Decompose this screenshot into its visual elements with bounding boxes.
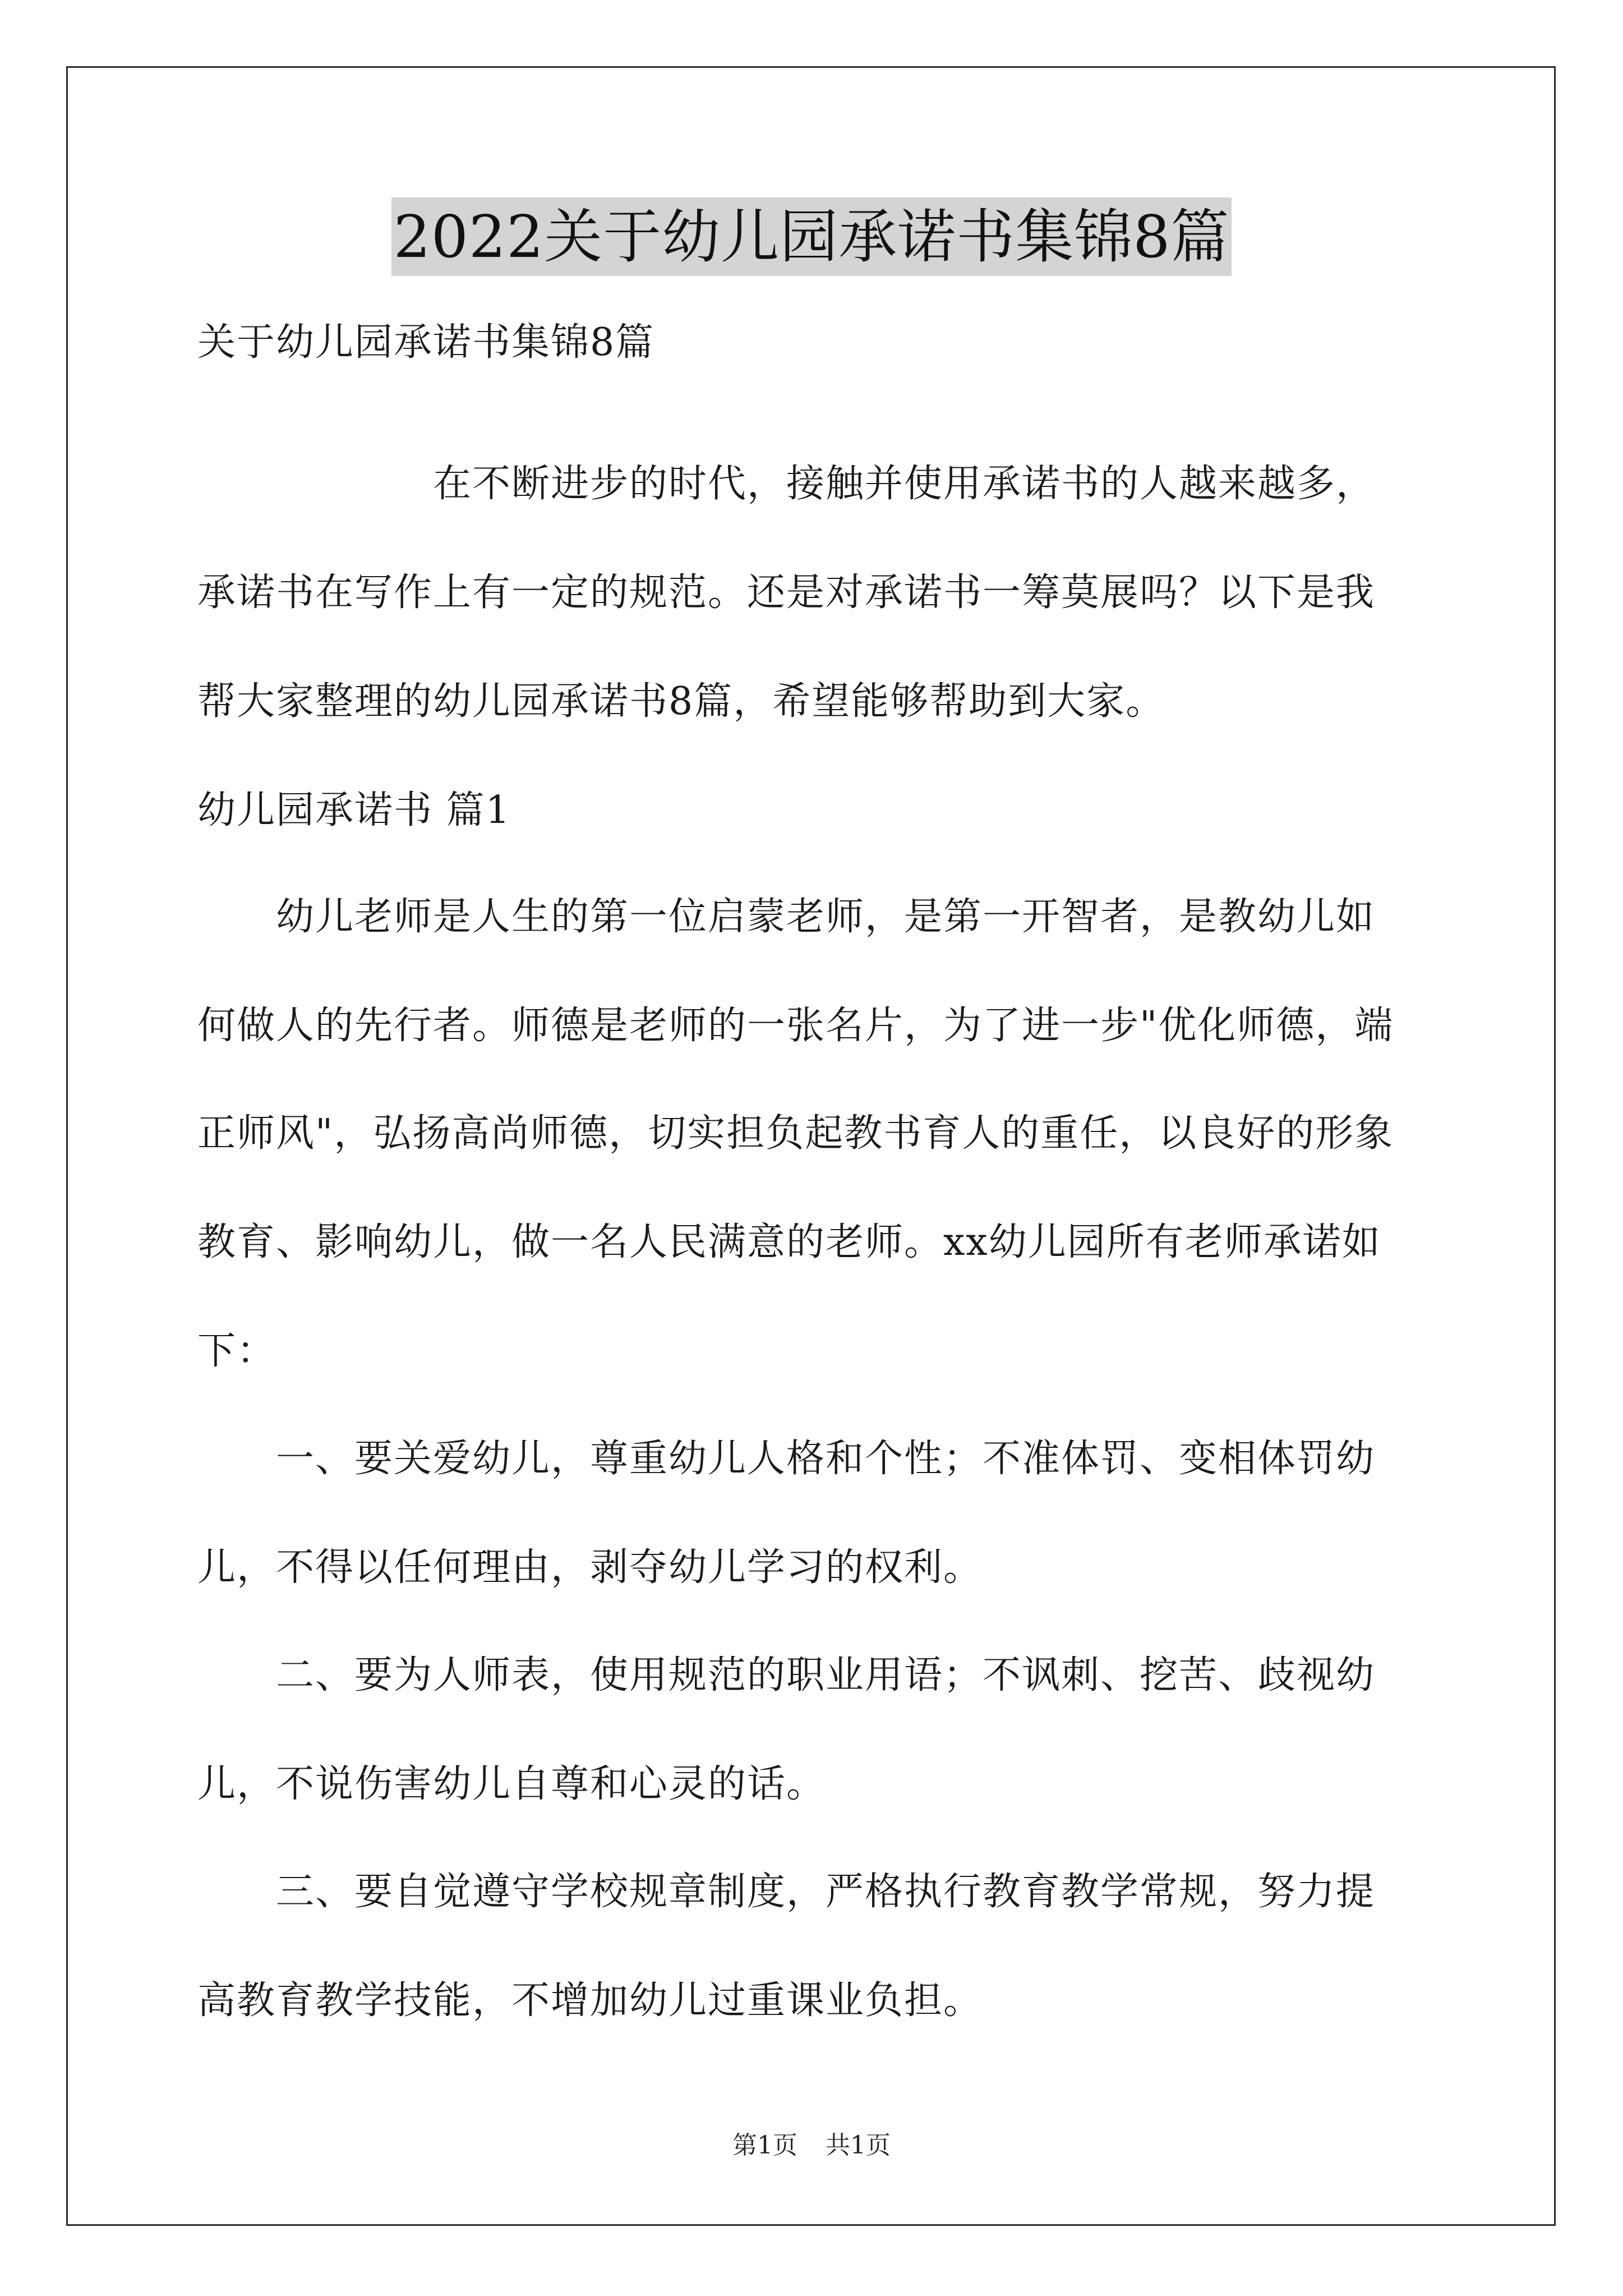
paragraph-line: 幼儿老师是人生的第一位启蒙老师，是第一开智者，是教幼儿如 — [197, 895, 1376, 939]
paragraph-line: 何做人的先行者。师德是老师的一张名片，为了进一步"优化师德，端 — [197, 1004, 1394, 1048]
paragraph-line: 儿，不得以任何理由，剥夺幼儿学习的权利。 — [197, 1545, 983, 1590]
paragraph-line: 二、要为人师表，使用规范的职业用语；不讽刺、挖苦、歧视幼 — [197, 1653, 1376, 1697]
title-container — [0, 197, 1623, 276]
section-heading: 幼儿园承诺书 篇1 — [197, 788, 511, 832]
paragraph-line: 儿，不说伤害幼儿自尊和心灵的话。 — [197, 1762, 826, 1806]
paragraph-line: 一、要关爱幼儿，尊重幼儿人格和个性；不准体罚、变相体罚幼 — [197, 1437, 1376, 1481]
subtitle-line: 关于幼儿园承诺书集锦8篇 — [197, 320, 655, 365]
paragraph-line: 教育、影响幼儿，做一名人民满意的老师。xx幼儿园所有老师承诺如 — [197, 1220, 1381, 1264]
paragraph-line: 承诺书在写作上有一定的规范。还是对承诺书一筹莫展吗？以下是我 — [197, 570, 1376, 615]
paragraph-line: 在不断进步的时代，接触并使用承诺书的人越来越多， — [197, 462, 1376, 506]
paragraph-line: 下： — [197, 1329, 276, 1373]
paragraph-line: 正师风"，弘扬高尚师德，切实担负起教书育人的重任，以良好的形象 — [197, 1111, 1394, 1156]
paragraph-line: 高教育教学技能，不增加幼儿过重课业负担。 — [197, 1978, 983, 2023]
document-title: 2022关于幼儿园承诺书集锦8篇 — [391, 197, 1232, 276]
page-number-total: 共1页 — [826, 2131, 891, 2160]
paragraph-line: 帮大家整理的幼儿园承诺书8篇，希望能够帮助到大家。 — [197, 679, 1165, 724]
page-number-current: 第1页 — [732, 2131, 797, 2160]
page-footer — [0, 2129, 1623, 2162]
paragraph-line: 三、要自觉遵守学校规章制度，严格执行教育教学常规，努力提 — [197, 1870, 1376, 1914]
